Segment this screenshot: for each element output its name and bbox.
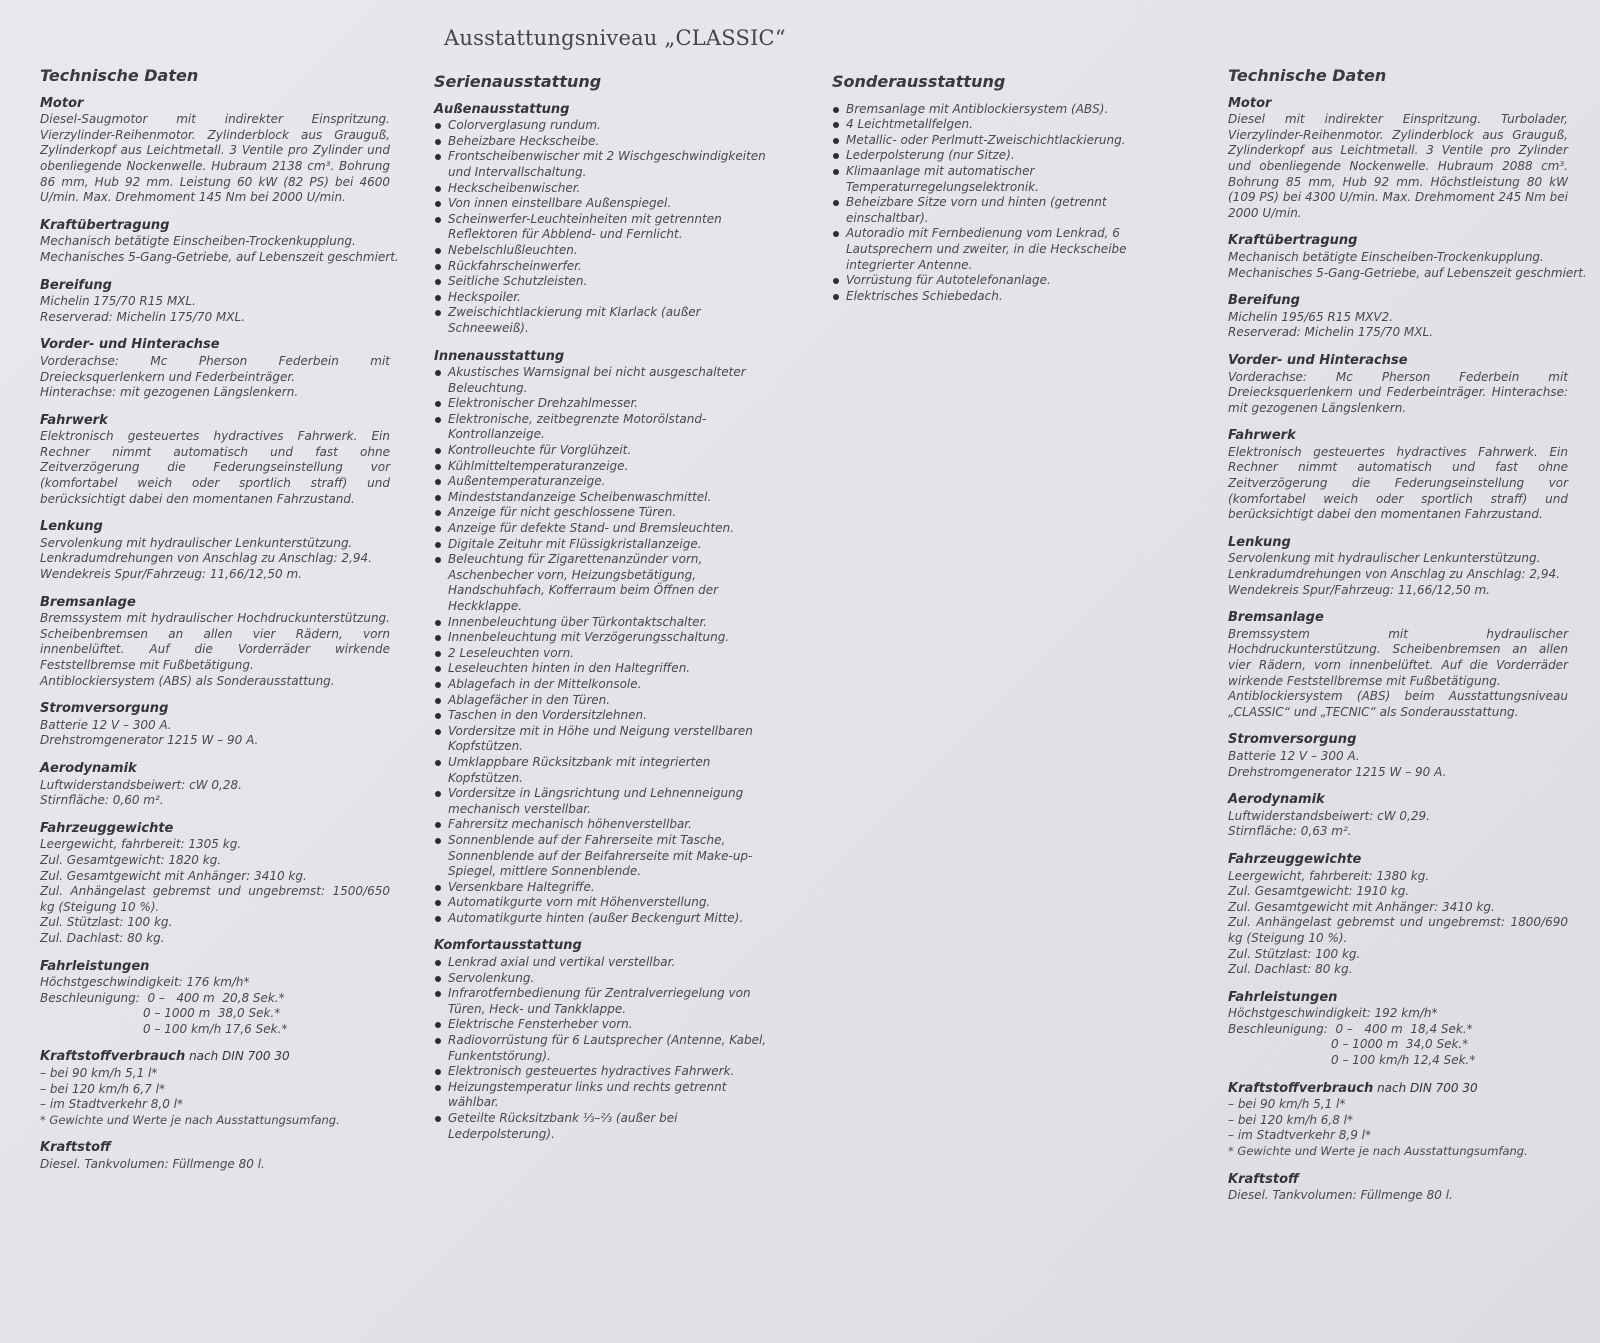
left-lenkung-line-3: Wendekreis Spur/Fahrzeug: 11,66/12,50 m. <box>40 567 302 582</box>
right-strom-line-2: Drehstromgenerator 1215 W – 90 A. <box>1228 764 1447 779</box>
right-kraft-title: Kraftübertragung <box>1228 233 1358 249</box>
left-aero-line-2: Stirnfläche: 0,60 m². <box>40 793 164 808</box>
innen-list-item: Fahrersitz mechanisch höhenverstellbar. <box>434 817 776 833</box>
aussen-list <box>434 118 776 336</box>
innen-list-item: Vordersitze in Längsrichtung und Lehnenneigung mechanisch verstellbar. <box>434 786 776 817</box>
right-aero-line-1: Luftwiderstandsbeiwert: cW 0,29. <box>1228 808 1430 823</box>
innen-list-item: Innenbeleuchtung mit Verzögerungsschaltung. <box>434 630 776 646</box>
left-achse-text: Vorderachse: Mc Pherson Federbein mit Dreiecksquerlenkern und Federbeinträger. <box>40 353 390 384</box>
right-achse-text: Vorderachse: Mc Pherson Federbein mit Dreiecksquerlenkern und Federbeinträger. Hinterachse: mit gezogenen Längslenkern. <box>1228 369 1568 415</box>
right-column-title: Technische Daten <box>1228 66 1387 85</box>
right-verbrauch-footnote: * Gewichte und Werte je nach Ausstattungsumfang. <box>1228 1144 1528 1159</box>
innen-list-item: Elektronischer Drehzahlmesser. <box>434 396 776 412</box>
komfort-list-item: Lenkrad axial und vertikal verstellbar. <box>434 955 776 971</box>
sonder-list-item: Metallic- oder Perlmutt-Zweischichtlackierung. <box>832 133 1178 149</box>
right-fahrwerk-section <box>1228 428 1568 523</box>
right-gewicht-line-3: Zul. Gesamtgewicht mit Anhänger: 3410 kg. <box>1228 899 1495 914</box>
right-achse-title: Vorder- und Hinterachse <box>1228 352 1408 368</box>
sonder-list-item: 4 Leichtmetallfelgen. <box>832 117 1178 133</box>
right-bereifung-line-1: Michelin 195/65 R15 MXV2. <box>1228 309 1394 324</box>
left-verbrauch-line-1: – bei 90 km/h 5,1 l* <box>40 1066 158 1081</box>
left-aero-title: Aerodynamik <box>40 760 137 776</box>
innen-title: Innenausstattung <box>434 348 565 364</box>
left-gewicht-line-4: Zul. Anhängelast gebremst und ungebremst: 1500/650 kg (Steigung 10 %). <box>40 884 390 914</box>
sonder-list-item: Klimaanlage mit automatischer Temperaturregelungselektronik. <box>832 164 1178 195</box>
left-achse-title: Vorder- und Hinterachse <box>40 337 220 353</box>
left-kraft-title: Kraftübertragung <box>40 217 170 233</box>
komfort-section <box>434 938 776 1142</box>
left-leistung-title: Fahrleistungen <box>40 958 150 974</box>
aussen-list-item: Nebelschlußleuchten. <box>434 243 776 259</box>
innen-list-item: Versenkbare Haltegriffe. <box>434 880 776 896</box>
right-kraft-section <box>1228 233 1587 281</box>
innen-list-item: Beleuchtung für Zigarettenanzünder vorn, Aschenbecher vorn, Heizungsbetätigung, Handschuhfach, Kofferraum beim Öffnen der Heckklappe. <box>434 552 776 614</box>
serie-column-title: Serienausstattung <box>434 72 602 91</box>
aussen-list-item: Seitliche Schutzleisten. <box>434 274 776 290</box>
right-gewicht-line-1: Leergewicht, fahrbereit: 1380 kg. <box>1228 868 1430 883</box>
right-fahrwerk-title: Fahrwerk <box>1228 428 1296 444</box>
left-achse-section <box>40 337 390 400</box>
komfort-list-item: Geteilte Rücksitzbank ⅓–⅔ (außer bei Lederpolsterung). <box>434 1111 776 1142</box>
komfort-list-item: Radiovorrüstung für 6 Lautsprecher (Antenne, Kabel, Funkentstörung). <box>434 1033 776 1064</box>
left-gewicht-line-3: Zul. Gesamtgewicht mit Anhänger: 3410 kg. <box>40 868 307 883</box>
page-title: Ausstattungsniveau „CLASSIC“ <box>444 26 786 50</box>
aussen-list-item: Heckscheibenwischer. <box>434 181 776 197</box>
left-kraftstoff-line-1: Diesel. Tankvolumen: Füllmenge 80 l. <box>40 1157 265 1172</box>
right-bereifung-title: Bereifung <box>1228 293 1300 309</box>
sonder-list-item: Beheizbare Sitze vorn und hinten (getrennt einschaltbar). <box>832 195 1178 226</box>
komfort-list-item: Elektrische Fensterheber vorn. <box>434 1017 776 1033</box>
left-verbrauch-footnote: * Gewichte und Werte je nach Ausstattungsumfang. <box>40 1112 340 1127</box>
aussen-list-item: Zweischichtlackierung mit Klarlack (außer Schneeweiß). <box>434 305 776 336</box>
left-brems-section <box>40 595 390 690</box>
left-fahrwerk-text: Elektronisch gesteuertes hydractives Fahrwerk. Ein Rechner nimmt automatisch und fast ohne Zeitverzögerung die Federungseinstellung vor (komfortabel weich oder sportlich straff) und berücksichtigt dabei den momentanen Fahrzustand. <box>40 429 390 506</box>
right-verbrauch-title: Kraftstoffverbrauch <box>1228 1080 1374 1096</box>
left-strom-line-1: Batterie 12 V – 300 A. <box>40 717 172 732</box>
innen-list-item: Außentemperaturanzeige. <box>434 474 776 490</box>
sonder-list-item: Autoradio mit Fernbedienung vom Lenkrad, 6 Lautsprechern und zweiter, in die Heckscheibe integrierter Antenne. <box>832 226 1178 273</box>
left-bereifung-section <box>40 278 390 326</box>
innen-list-item: Digitale Zeituhr mit Flüssigkristallanzeige. <box>434 537 776 553</box>
left-kraftstoff-section <box>40 1140 390 1172</box>
right-fahrwerk-text: Elektronisch gesteuertes hydractives Fahrwerk. Ein Rechner nimmt automatisch und fast ohne Zeitverzögerung die Federungseinstellung vor (komfortabel weich oder sportlich straff) und berücksichtigt dabei den momentanen Fahrzustand. <box>1228 444 1568 522</box>
left-column-title: Technische Daten <box>40 66 199 85</box>
left-lenkung-line-1: Servolenkung mit hydraulischer Lenkunterstützung. <box>40 535 353 550</box>
left-verbrauch-line-3: – im Stadtverkehr 8,0 l* <box>40 1097 183 1112</box>
right-motor-title: Motor <box>1228 95 1272 111</box>
left-fahrwerk-section <box>40 413 390 508</box>
left-strom-title: Stromversorgung <box>40 701 169 717</box>
right-leistung-line-4: 0 – 100 km/h 12,4 Sek.* <box>1228 1053 1476 1068</box>
right-verbrauch-line-1: – bei 90 km/h 5,1 l* <box>1228 1097 1346 1112</box>
right-achse-section <box>1228 353 1568 416</box>
right-kraftstoff-title: Kraftstoff <box>1228 1171 1299 1187</box>
right-aero-line-2: Stirnfläche: 0,63 m². <box>1228 824 1352 839</box>
left-strom-section <box>40 701 390 749</box>
right-brems-title: Bremsanlage <box>1228 610 1324 626</box>
innen-list-item: Mindeststandanzeige Scheibenwaschmittel. <box>434 490 776 506</box>
right-gewicht-line-2: Zul. Gesamtgewicht: 1910 kg. <box>1228 884 1410 899</box>
right-leistung-line-1: Höchstgeschwindigkeit: 192 km/h* <box>1228 1006 1438 1021</box>
sonder-column <box>832 74 1178 304</box>
right-brems-text: Bremssystem mit hydraulischer Hochdruckunterstützung. Scheibenbremsen an allen vier Rädern, vorn innenbelüftet. Auf die Vorderräder wirkende Feststellbremse mit Fußbetätigung. <box>1228 626 1568 688</box>
right-motor-text: Diesel mit indirekter Einspritzung. Turbolader, Vierzylinder-Reihenmotor. Zylinderblock aus Grauguß, Zylinderkopf aus Leichtmetall. 3 Ventile pro Zylinder und obenliegende Nockenwelle. Hubraum 2088 cm³. Bohrung 85 mm, Hub 92 mm. Höchstleistung 80 kW (109 PS) bei 4300 U/min. Max. Drehmoment 245 Nm bei 2000 U/min. <box>1228 112 1568 220</box>
sonder-list <box>832 102 1178 305</box>
komfort-list-item: Servolenkung. <box>434 971 776 987</box>
left-gewicht-line-2: Zul. Gesamtgewicht: 1820 kg. <box>40 852 222 867</box>
left-gewicht-line-6: Zul. Dachlast: 80 kg. <box>40 930 165 945</box>
innen-list-item: Elektronische, zeitbegrenzte Motorölstand-Kontrollanzeige. <box>434 412 776 443</box>
aussen-list-item: Rückfahrscheinwerfer. <box>434 259 776 275</box>
innen-section <box>434 349 776 927</box>
right-kraft-line-2: Mechanisches 5-Gang-Getriebe, auf Lebenszeit geschmiert. <box>1228 265 1587 280</box>
right-gewicht-line-5: Zul. Stützlast: 100 kg. <box>1228 946 1361 961</box>
right-strom-line-1: Batterie 12 V – 300 A. <box>1228 748 1360 763</box>
left-brems-line-2: Antiblockiersystem (ABS) als Sonderausstattung. <box>40 673 335 688</box>
left-lenkung-line-2: Lenkradumdrehungen von Anschlag zu Anschlag: 2,94. <box>40 551 372 566</box>
right-gewicht-section <box>1228 852 1568 978</box>
right-verbrauch-title-row <box>1228 1081 1568 1097</box>
right-kraft-line-1: Mechanisch betätigte Einscheiben-Trockenkupplung. <box>1228 249 1544 264</box>
innen-list-item: Kühlmitteltemperaturanzeige. <box>434 459 776 475</box>
left-achse-line-2: Hinterachse: mit gezogenen Längslenkern. <box>40 385 299 400</box>
left-brems-text: Bremssystem mit hydraulischer Hochdruckunterstützung. Scheibenbremsen an allen vier Rädern, vorn innenbelüftet. Auf die Vorderräder wirkende Feststellbremse mit Fußbetätigung. <box>40 611 390 672</box>
left-kraft-section <box>40 217 399 266</box>
left-strom-line-2: Drehstromgenerator 1215 W – 90 A. <box>40 733 259 748</box>
left-lenkung-section <box>40 519 390 582</box>
left-kraftstoff-title: Kraftstoff <box>40 1140 111 1156</box>
innen-list-item: Automatikgurte hinten (außer Beckengurt Mitte). <box>434 911 776 927</box>
left-motor-title: Motor <box>40 95 84 111</box>
left-bereifung-line-1: Michelin 175/70 R15 MXL. <box>40 294 196 309</box>
innen-list-item: Vordersitze mit in Höhe und Neigung verstellbaren Kopfstützen. <box>434 724 776 755</box>
left-verbrauch-title-row <box>40 1049 390 1065</box>
left-brems-title: Bremsanlage <box>40 594 136 610</box>
right-lenkung-line-2: Lenkradumdrehungen von Anschlag zu Anschlag: 2,94. <box>1228 567 1560 582</box>
right-leistung-title: Fahrleistungen <box>1228 989 1338 1005</box>
innen-list-item: Automatikgurte vorn mit Höhenverstellung. <box>434 895 776 911</box>
left-gewicht-section <box>40 821 390 947</box>
innen-list-item: Taschen in den Vordersitzlehnen. <box>434 708 776 724</box>
right-leistung-section <box>1228 990 1568 1069</box>
left-leistung-line-4: 0 – 100 km/h 17,6 Sek.* <box>40 1021 288 1036</box>
left-bereifung-title: Bereifung <box>40 277 112 293</box>
sonder-list-item: Vorrüstung für Autotelefonanlage. <box>832 273 1178 289</box>
serie-column <box>434 74 776 1154</box>
left-verbrauch-section <box>40 1049 390 1128</box>
aussen-list-item: Von innen einstellbare Außenspiegel. <box>434 196 776 212</box>
right-gewicht-line-4: Zul. Anhängelast gebremst und ungebremst: 1800/690 kg (Steigung 10 %). <box>1228 915 1568 945</box>
aussen-title: Außenausstattung <box>434 101 570 117</box>
right-aero-section <box>1228 792 1568 840</box>
sonder-list-item: Lederpolsterung (nur Sitze). <box>832 148 1178 164</box>
left-tech-column <box>40 66 399 1185</box>
right-verbrauch-suffix: nach DIN 700 30 <box>1373 1080 1478 1095</box>
innen-list-item: Leseleuchten hinten in den Haltegriffen. <box>434 661 776 677</box>
aussen-list-item: Scheinwerfer-Leuchteinheiten mit getrennten Reflektoren für Abblend- und Fernlicht. <box>434 212 776 243</box>
left-gewicht-line-5: Zul. Stützlast: 100 kg. <box>40 915 173 930</box>
left-leistung-line-3: 0 – 1000 m 38,0 Sek.* <box>40 1006 281 1021</box>
innen-list-item: Anzeige für defekte Stand- und Bremsleuchten. <box>434 521 776 537</box>
right-leistung-line-2: Beschleunigung: 0 – 400 m 18,4 Sek.* <box>1228 1021 1473 1036</box>
innen-list-item: 2 Leseleuchten vorn. <box>434 646 776 662</box>
aussen-list-item: Frontscheibenwischer mit 2 Wischgeschwindigkeiten und Intervallschaltung. <box>434 149 776 180</box>
left-lenkung-title: Lenkung <box>40 519 103 535</box>
left-leistung-line-1: Höchstgeschwindigkeit: 176 km/h* <box>40 975 250 990</box>
sonder-list-item: Bremsanlage mit Antiblockiersystem (ABS). <box>832 102 1178 118</box>
right-lenkung-line-1: Servolenkung mit hydraulischer Lenkunterstützung. <box>1228 551 1541 566</box>
right-brems-line-2: Antiblockiersystem (ABS) beim Ausstattungsniveau „CLASSIC“ und „TECNIC“ als Sonderausstattung. <box>1228 689 1568 719</box>
innen-list-item: Sonnenblende auf der Fahrerseite mit Tasche, Sonnenblende auf der Beifahrerseite mit Make-up-Spiegel, mittlere Sonnenblende. <box>434 833 776 880</box>
right-bereifung-section <box>1228 293 1568 341</box>
komfort-list-item: Elektronisch gesteuertes hydractives Fahrwerk. <box>434 1064 776 1080</box>
left-gewicht-line-1: Leergewicht, fahrbereit: 1305 kg. <box>40 837 242 852</box>
left-fahrwerk-title: Fahrwerk <box>40 412 108 428</box>
aussen-section <box>434 102 776 337</box>
right-leistung-line-3: 0 – 1000 m 34,0 Sek.* <box>1228 1037 1469 1052</box>
right-verbrauch-line-2: – bei 120 km/h 6,8 l* <box>1228 1112 1354 1127</box>
aussen-list-item: Beheizbare Heckscheibe. <box>434 134 776 150</box>
left-bereifung-line-2: Reserverad: Michelin 175/70 MXL. <box>40 309 246 324</box>
right-brems-section <box>1228 610 1568 720</box>
innen-list <box>434 365 776 926</box>
right-gewicht-line-6: Zul. Dachlast: 80 kg. <box>1228 962 1353 977</box>
right-kraftstoff-line-1: Diesel. Tankvolumen: Füllmenge 80 l. <box>1228 1188 1453 1203</box>
right-lenkung-line-3: Wendekreis Spur/Fahrzeug: 11,66/12,50 m. <box>1228 582 1490 597</box>
left-leistung-line-2: Beschleunigung: 0 – 400 m 20,8 Sek.* <box>40 990 285 1005</box>
innen-list-item: Kontrolleuchte für Vorglühzeit. <box>434 443 776 459</box>
right-lenkung-title: Lenkung <box>1228 534 1291 550</box>
komfort-list-item: Infrarotfernbedienung für Zentralverriegelung von Türen, Heck- und Tankklappe. <box>434 986 776 1017</box>
aussen-list-item: Colorverglasung rundum. <box>434 118 776 134</box>
left-verbrauch-line-2: – bei 120 km/h 6,7 l* <box>40 1081 166 1096</box>
left-leistung-section <box>40 959 390 1038</box>
sonder-column-title: Sonderausstattung <box>832 72 1006 91</box>
innen-list-item: Akustisches Warnsignal bei nicht ausgeschalteter Beleuchtung. <box>434 365 776 396</box>
left-kraft-line-2: Mechanisches 5-Gang-Getriebe, auf Lebenszeit geschmiert. <box>40 249 399 264</box>
komfort-list-item: Heizungstemperatur links und rechts getrennt wählbar. <box>434 1080 776 1111</box>
right-verbrauch-line-3: – im Stadtverkehr 8,9 l* <box>1228 1128 1371 1143</box>
innen-list-item: Umklappbare Rücksitzbank mit integrierten Kopfstützen. <box>434 755 776 786</box>
innen-list-item: Anzeige für nicht geschlossene Türen. <box>434 505 776 521</box>
left-motor-text: Diesel-Saugmotor mit indirekter Einspritzung. Vierzylinder-Reihenmotor. Zylinderblock aus Grauguß, Zylinderkopf aus Leichtmetall. 3 Ventile pro Zylinder und obenliegende Nockenwelle. Hubraum 2138 cm³. Bohrung 86 mm, Hub 92 mm. Leistung 60 kW (82 PS) bei 4600 U/min. Max. Drehmoment 145 Nm bei 2000 U/min. <box>40 112 390 205</box>
right-motor-section <box>1228 96 1568 222</box>
right-gewicht-title: Fahrzeuggewichte <box>1228 851 1362 867</box>
left-kraft-line-1: Mechanisch betätigte Einscheiben-Trockenkupplung. <box>40 234 356 249</box>
right-tech-column <box>1228 66 1587 1216</box>
right-strom-title: Stromversorgung <box>1228 732 1357 748</box>
right-bereifung-line-2: Reserverad: Michelin 175/70 MXL. <box>1228 325 1434 340</box>
innen-list-item: Ablagefächer in den Türen. <box>434 693 776 709</box>
left-verbrauch-title: Kraftstoffverbrauch <box>40 1049 186 1065</box>
left-verbrauch-suffix: nach DIN 700 30 <box>185 1049 290 1064</box>
innen-list-item: Innenbeleuchtung über Türkontaktschalter. <box>434 615 776 631</box>
aussen-list-item: Heckspoiler. <box>434 290 776 306</box>
left-aero-section <box>40 761 390 809</box>
innen-list-item: Ablagefach in der Mittelkonsole. <box>434 677 776 693</box>
right-aero-title: Aerodynamik <box>1228 792 1325 808</box>
right-lenkung-section <box>1228 535 1568 598</box>
right-kraftstoff-section <box>1228 1172 1568 1204</box>
right-strom-section <box>1228 732 1568 780</box>
left-gewicht-title: Fahrzeuggewichte <box>40 820 174 836</box>
komfort-list <box>434 955 776 1142</box>
komfort-title: Komfortausstattung <box>434 938 582 954</box>
left-motor-section <box>40 96 390 206</box>
right-verbrauch-section <box>1228 1081 1568 1160</box>
sonder-list-item: Elektrisches Schiebedach. <box>832 289 1178 305</box>
left-aero-line-1: Luftwiderstandsbeiwert: cW 0,28. <box>40 777 242 792</box>
